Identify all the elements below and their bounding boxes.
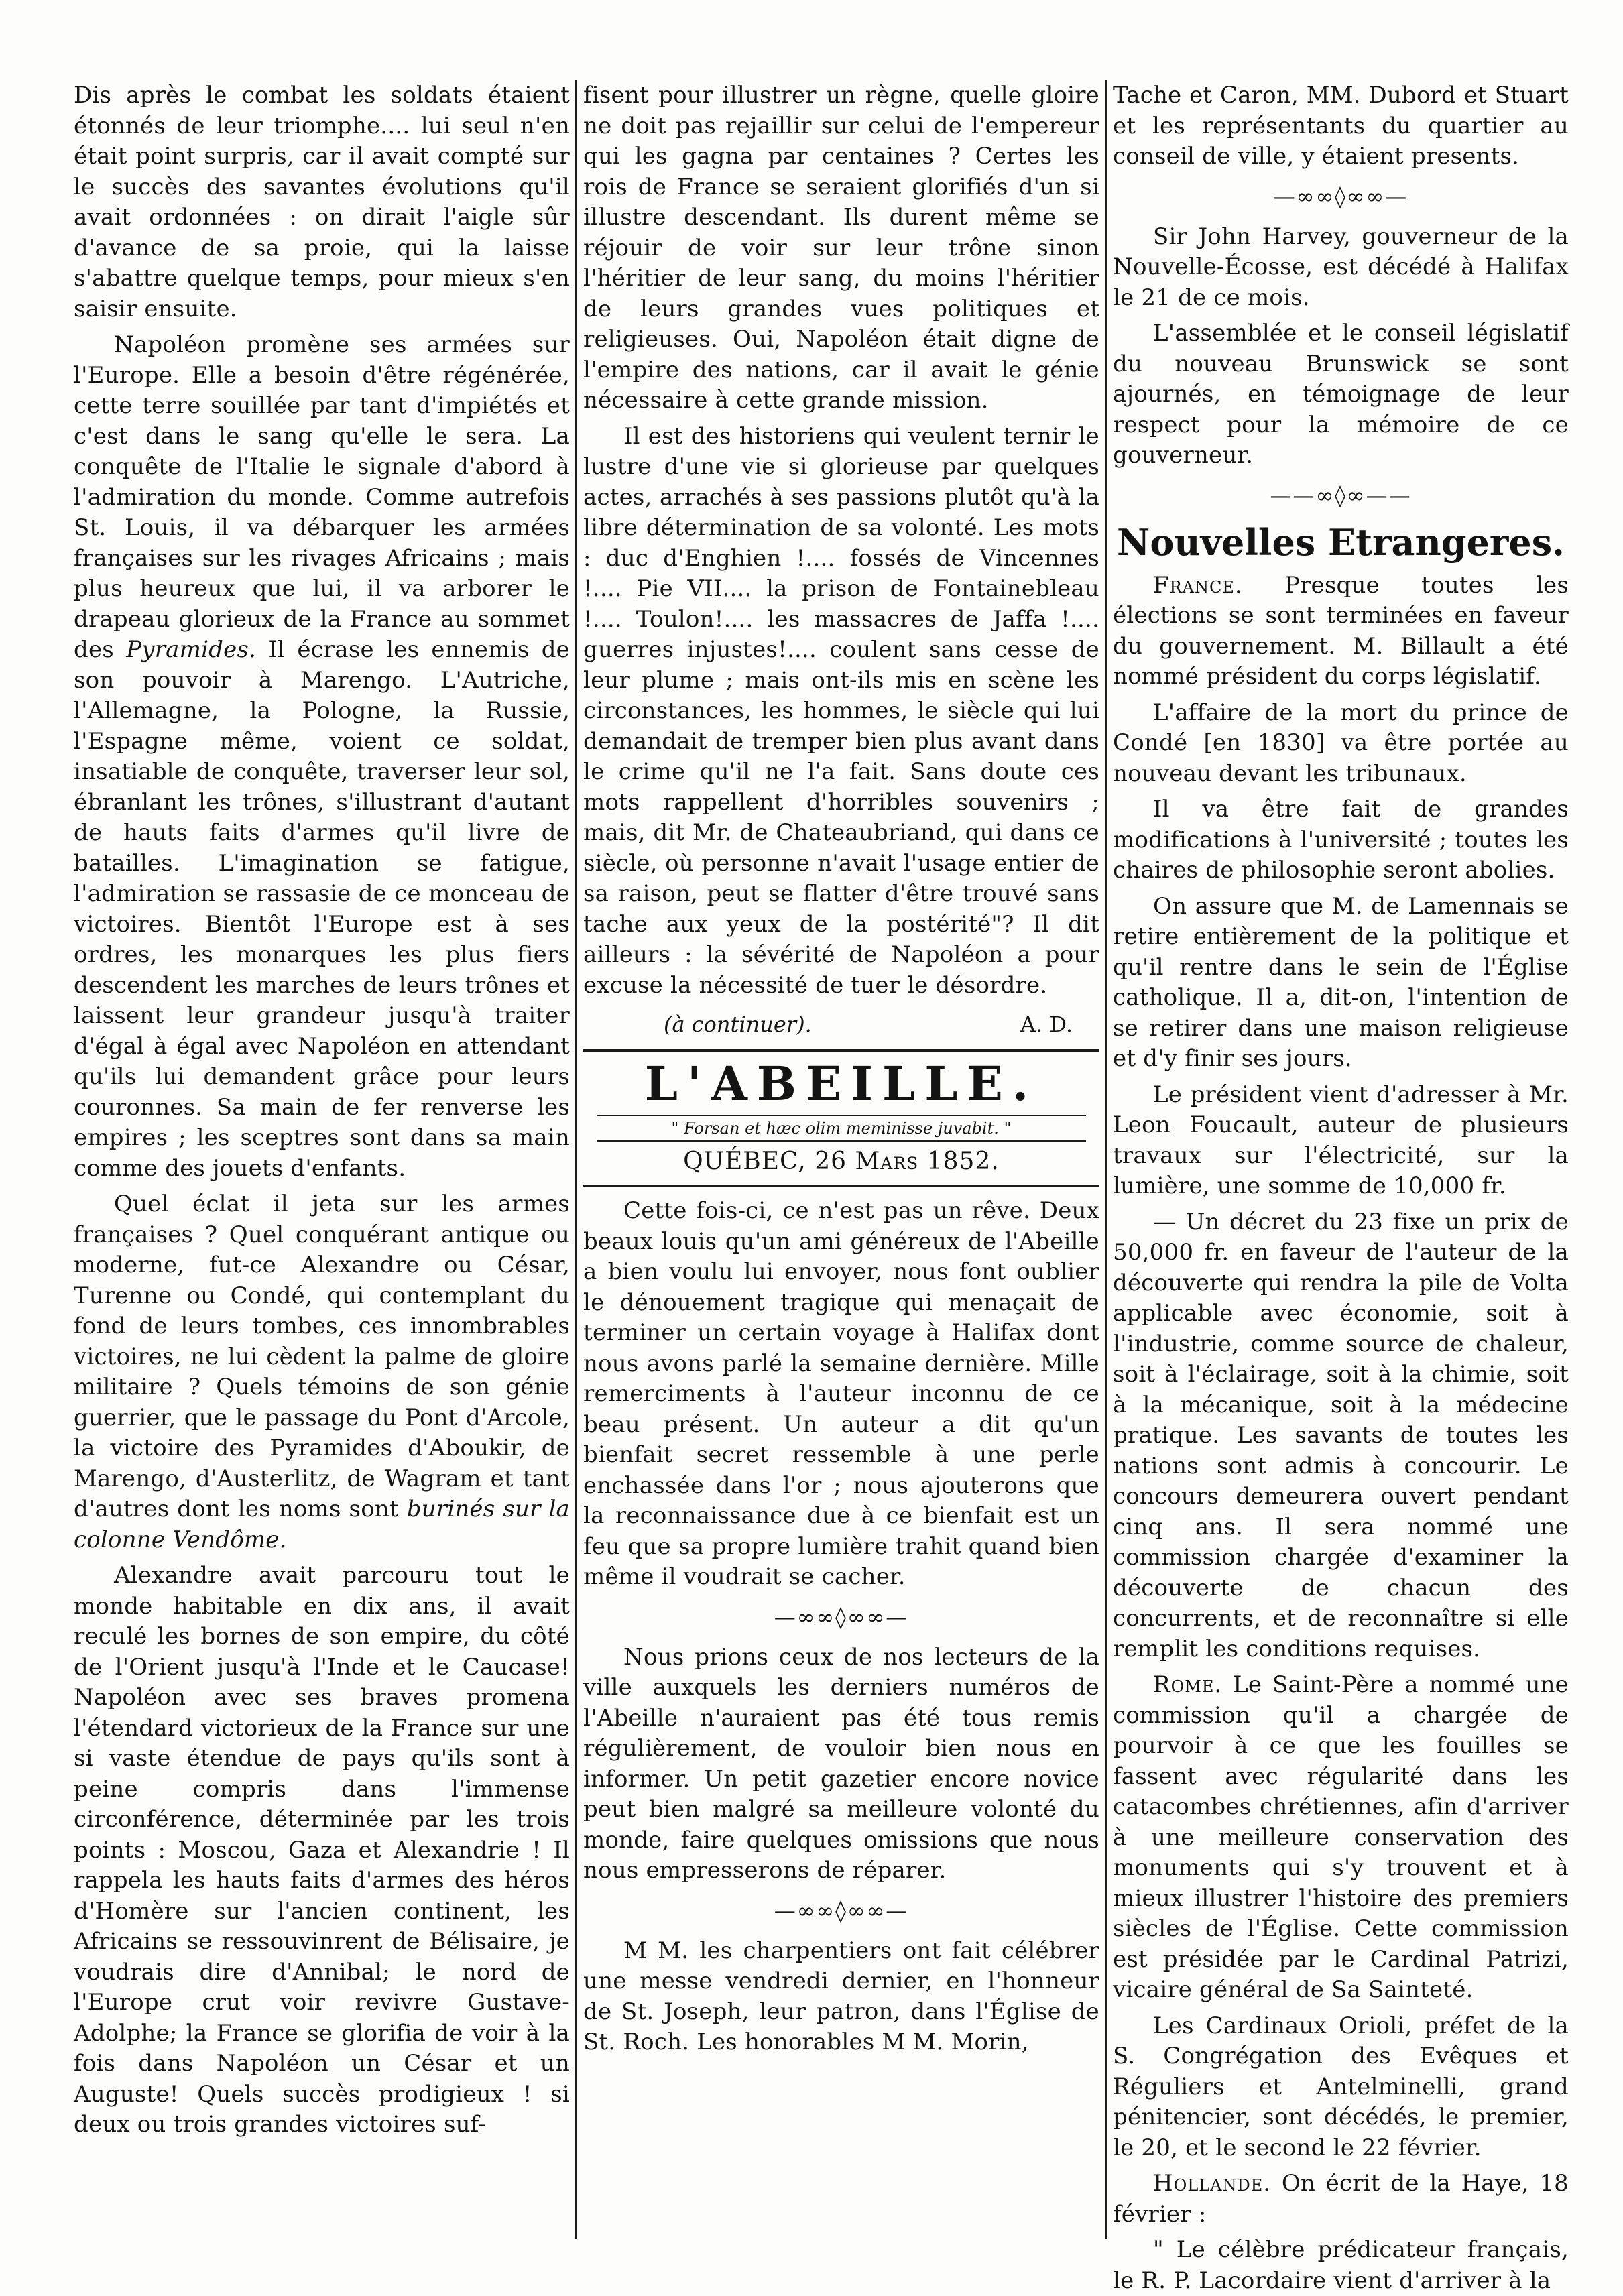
emphasis-text: burinés sur la colonne Vendôme. <box>74 1496 570 1553</box>
paragraph: Le président vient d'adresser à Mr. Leon Foucault, auteur de plusieurs travaux sur l'électricité, sur la lumière, une somme de 10,000 fr. <box>1113 1081 1569 1199</box>
text-run: Napoléon promène ses armées sur l'Europe. Elle a besoin d'être régénérée, cette terre souillée par tant d'impiétés et c'est dans le sang qu'elle le sera. La conquête de l'Italie le signale d'abord à l'admiration du monde. Comme autrefois St. Louis, il va débarquer les armées françaises sur les rivages Africains ; mais plus heureux que lui, il va arborer le drapeau glorieux de la France au sommet des <box>74 331 570 663</box>
paragraph <box>1113 2169 1569 2230</box>
paragraph: Cette fois-ci, ce n'est pas un rêve. Deux beaux louis qu'un ami généreux de l'Abeille a bien voulu lui envoyer, nous font oublier le dénouement tragique qui menaçait de terminer un certain voyage à Halifax dont nous avons parlé la semaine dernière. Mille remerciments à l'auteur inconnu de ce beau présent. Un auteur a dit qu'un bienfait secret ressemble à une perle enchassée dans l'or ; nous ajouterons que la reconnaissance due à ce bienfait est un feu que sa propre lumière trahit quand bien même il voudrait se cacher. <box>583 1197 1099 1590</box>
dateline-lead: Hollande. <box>1153 2170 1272 2197</box>
text-run: Quel éclat il jeta sur les armes françaises ? Quel conquérant antique ou moderne, fut-ce Alexandre ou César, Turenne ou Condé, qui contemplant du fond de leurs tombes, ces innombrables victoires, ne lui cèdent la palme de gloire militaire ? Quels témoins de son génie guerrier, que le passage du Pont d'Arcole, la victoire des Pyramides d'Aboukir, de Marengo, d'Austerlitz, de Wagram et tant d'autres dont les noms sont <box>74 1191 570 1522</box>
ornament-divider: ——∞◊∞—— <box>1270 482 1412 508</box>
paragraph: M M. les charpentiers ont fait célébrer une messe vendredi dernier, en l'honneur de St. Joseph, leur patron, dans l'Église de St. Roch. Les honorables M M. Morin, <box>583 1937 1099 2055</box>
text-run: On écrit de la Haye, 18 février : <box>1113 2170 1569 2228</box>
column-2 <box>583 80 1099 2239</box>
column-rule <box>575 80 577 2239</box>
paragraph: Tache et Caron, MM. Dubord et Stuart et les représentants du quartier au conseil de ville, y étaient presents. <box>1113 82 1569 170</box>
paragraph: Il va être fait de grandes modifications à l'université ; toutes les chaires de philosophie seront abolies. <box>1113 796 1569 884</box>
article-signoff <box>583 1006 1099 1045</box>
paragraph: L'assemblée et le conseil législatif du nouveau Brunswick se sont ajournés, en témoignage de leur respect pour la mémoire de ce gouverneur. <box>1113 320 1569 469</box>
dateline-lead: France. <box>1153 571 1243 599</box>
paragraph: On assure que M. de Lamennais se retire entièrement de la politique et qu'il rentre dans le sein de l'Église catholique. Il a, dit-on, l'intention de se retirer dans une maison religieuse et d'y finir ses jours. <box>1113 892 1569 1072</box>
text-run: Il écrase les ennemis de son pouvoir à Marengo. L'Autriche, l'Allemagne, la Pologne, la Russie, l'Espagne même, voient ce soldat, insatiable de conquête, traverser leur sol, ébranlant les trônes, s'illustrant d'autant de hauts faits d'armes qu'il livre de batailles. L'imagination se fatigue, l'admiration se rassasie de ce monceau de victoires. Bientôt l'Europe est à ses ordres, les monarques les plus fiers descendent les marches de leurs trônes et laissent leur grandeur jusqu'à traiter d'égal à égal avec Napoléon en attendant qu'ils lui demandent grâce pour leurs couronnes. Sa main de fer renverse les empires ; les sceptres sont dans sa main comme des jouets d'enfants. <box>74 636 570 1182</box>
paragraph: Alexandre avait parcouru tout le monde habitable en dix ans, il avait reculé les bornes de son empire, du côté de l'Orient jusqu'à l'Inde et le Caucase! Napoléon avec ses braves promena l'étendard victorieux de la France sur une si vaste étendue de pays qu'ils sont à peine compris dans l'immense circonférence, déterminée par les trois points : Moscou, Gaza et Alexandrie ! Il rappela les hauts faits d'armes des héros d'Homère sur l'ancien continent, les Africains se ressouvinrent de Bélisaire, je voudrais dire d'Annibal; le nord de l'Europe crut voir revivre Gustave-Adolphe; la France se glorifia de voir à la fois dans Napoléon un César et un Auguste! Quels succès prodigieux ! si deux ou trois grandes victoires suf- <box>74 1562 570 2138</box>
ornament-divider: —∞∞◊∞∞— <box>1273 183 1408 209</box>
paragraph: Sir John Harvey, gouverneur de la Nouvelle-Écosse, est décédé à Halifax le 21 de ce mois. <box>1113 223 1569 311</box>
ornament-divider: —∞∞◊∞∞— <box>774 1604 909 1630</box>
paragraph: Il est des historiens qui veulent ternir le lustre d'une vie si glorieuse par quelques actes, arrachés à ses passions plutôt qu'à la libre détermination de sa volonté. Les mots : duc d'Enghien !.... fossés de Vincennes !.... Pie VII.... la prison de Fontainebleau !.... Toulon!.... les massacres de Jaffa !.... guerres injustes!.... coulent sans cesse de leur plume ; mais ont-ils mis en scène les circonstances, les hommes, le siècle qui lui demandait de tremper bien plus avant dans le crime qu'il ne l'a fait. Sans doute ces mots rappellent d'horribles souvenirs ; mais, dit Mr. de Chateaubriand, qui dans ce siècle, où personne n'avait l'usage entier de sa raison, peut se flatter d'être trouvé sans tache aux yeux de la postérité"? Il dit ailleurs : la sévérité de Napoléon a pour excuse la nécessité de tuer le désordre. <box>583 422 1099 999</box>
column-3 <box>1113 80 1569 2294</box>
text-run: Presque toutes les élections se sont terminées en faveur du gouvernement. M. Billault a été nommé président du corps législatif. <box>1113 571 1569 690</box>
masthead <box>583 1049 1099 1187</box>
column-rule <box>1105 80 1107 2239</box>
paragraph: Nous prions ceux de nos lecteurs de la ville auxquels les derniers numéros de l'Abeille n'auraient pas été tous remis régulièrement, de vouloir bien nous en informer. Un petit gazetier encore novice peut bien malgré sa meilleure volonté du monde, faire quelques omissions que nous nous empresserons de réparer. <box>583 1643 1099 1884</box>
paragraph: L'affaire de la mort du prince de Condé [en 1830] va être portée au nouveau devant les tribunaux. <box>1113 699 1569 787</box>
newspaper-motto: " Forsan et hæc olim meminisse juvabit. " <box>597 1115 1086 1142</box>
newspaper-title: L'ABEILLE. <box>644 1056 1038 1111</box>
paragraph <box>74 1189 570 1555</box>
paragraph: fisent pour illustrer un règne, quelle gloire ne doit pas rejaillir sur celui de l'empereur qui les gagna par centaines ? Certes les rois de France se seraient glorifiés d'un si illustre descendant. Ils durent même se réjouir de voir sur leur trône sinon l'héritier de leur sang, du moins l'héritier de leurs grandes vues politiques et religieuses. Oui, Napoléon était digne de l'empire des nations, car il avait le génie nécessaire à cette grande mission. <box>583 82 1099 414</box>
paragraph <box>74 330 570 1184</box>
paragraph <box>1113 1670 1569 2006</box>
author-initials: A. D. <box>1020 1012 1073 1037</box>
paragraph: Dis après le combat les soldats étaient étonnés de leur triomphe.... lui seul n'en était point surpris, car il avait compté sur le succès des savantes évolutions qu'il avait ordonnées : on dirait l'aigle sûr d'avance de sa proie, qui la laisse s'abattre quelque temps, pour mieux s'en saisir ensuite. <box>74 82 570 322</box>
paragraph: Les Cardinaux Orioli, préfet de la S. Congrégation des Evêques et Réguliers et Antelminelli, grand pénitencier, sont décédés, le premier, le 20, et le second le 22 février. <box>1113 2012 1569 2161</box>
emphasis-text: Pyramides. <box>126 636 257 663</box>
paragraph: " Le célèbre prédicateur français, le R. P. Lacordaire vient d'arriver à la <box>1113 2236 1569 2294</box>
dateline: QUÉBEC, 26 Mars 1852. <box>683 1148 1000 1175</box>
paragraph: — Un décret du 23 fixe un prix de 50,000 fr. en faveur de l'auteur de la découverte qui rendra la pile de Volta applicable avec économie, soit à l'industrie, comme source de chaleur, soit à l'éclairage, soit à la chimie, soit à la mécanique, soit à la médecine pratique. Les savants de toutes les nations sont admis à concourir. Le concours demeurera ouvert pendant cinq ans. Il sera nommé une commission chargée d'examiner la découverte de chacun des concurrents, et de reconnaître si elle remplit les conditions requises. <box>1113 1208 1569 1663</box>
continued-note: (à continuer). <box>664 1012 812 1037</box>
text-run: Le Saint-Père a nommé une commission qu'il a chargée de pourvoir à ce que les fouilles se fassent avec régularité dans les catacombes chrétiennes, afin d'arriver à une meilleure conservation des monuments qui s'y trouvent et à mieux illustrer l'histoire des premiers siècles de l'Église. Cette commission est présidée par le Cardinal Patrizi, vicaire général de Sa Sainteté. <box>1113 1671 1569 2003</box>
dateline-lead: Rome. <box>1153 1671 1223 1698</box>
section-title: Nouvelles Etrangeres. <box>1117 520 1565 564</box>
paragraph <box>1113 570 1569 692</box>
column-1 <box>74 80 570 2239</box>
ornament-divider: —∞∞◊∞∞— <box>774 1897 909 1923</box>
